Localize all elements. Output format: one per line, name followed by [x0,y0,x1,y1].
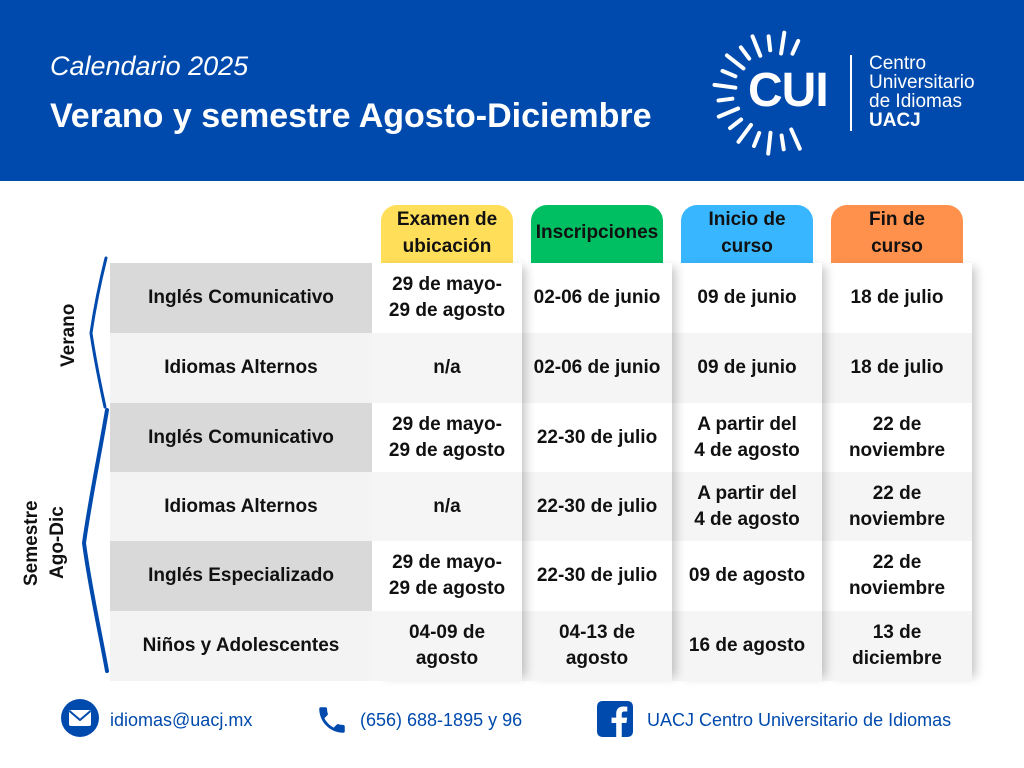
column-inscripciones [522,263,672,681]
cell-inscripciones: 02-06 de junio [522,333,672,403]
header-examen-ubicacion: Examen de ubicación [381,205,513,265]
logo-ray [727,55,744,68]
logo-ray [754,133,759,146]
cell-examen-ubicacion: 29 de mayo- 29 de agosto [372,541,522,611]
group-label-verano: Verano [58,303,79,367]
program-label: Inglés Especializado [110,541,372,611]
cell-examen-ubicacion: 29 de mayo- 29 de agosto [372,263,522,333]
logo-mark: CUI [748,64,828,117]
cell-fin-curso: 22 de noviembre [822,403,972,472]
cell-inscripciones: 22-30 de julio [522,541,672,611]
cell-inicio-curso: 09 de junio [672,333,822,403]
cell-fin-curso: 22 de noviembre [822,472,972,541]
logo-line-universitario: Universitario [869,72,975,93]
logo-org: UACJ [869,110,921,131]
cell-examen-ubicacion: 04-09 de agosto [372,611,522,681]
header-banner [0,0,1024,181]
cell-inscripciones: 22-30 de julio [522,403,672,472]
logo-ray [781,33,784,54]
column-inicio-curso [672,263,822,681]
logo-ray [741,47,749,58]
header-inicio-curso: Inicio de curso [681,205,813,265]
bracket-semestre [84,410,107,671]
cell-inicio-curso: A partir del 4 de agosto [672,403,822,472]
cell-examen-ubicacion: n/a [372,333,522,403]
calendar-subtitle: Calendario 2025 [50,51,249,81]
contact-phone: (656) 688-1895 y 96 [360,710,523,730]
header-fin-curso: Fin de curso [831,205,963,265]
logo-ray [782,136,784,150]
logo-ray [715,85,736,88]
contact-email: idiomas@uacj.mx [110,710,253,730]
cell-inscripciones: 22-30 de julio [522,472,672,541]
program-label: Idiomas Alternos [110,333,372,403]
cell-fin-curso: 18 de julio [822,333,972,403]
logo-ray [723,71,736,76]
logo-ray [719,109,738,117]
cell-inicio-curso: 09 de junio [672,263,822,333]
cell-examen-ubicacion: n/a [372,472,522,541]
cell-inicio-curso: 16 de agosto [672,611,822,681]
logo-ray [739,125,752,142]
program-label: Inglés Comunicativo [110,263,372,333]
logo-ray [753,36,761,56]
contact-facebook: UACJ Centro Universitario de Idiomas [647,710,952,730]
logo-line-centro: Centro [869,53,927,74]
logo-line-idiomas: de Idiomas [869,91,962,112]
logo-ray [730,120,741,129]
logo-ray [769,36,771,50]
logo-divider [850,55,852,131]
logo-ray [793,41,799,54]
envelope-icon [60,698,100,738]
cell-fin-curso: 22 de noviembre [822,541,972,611]
header-inscripciones: Inscripciones [531,205,663,265]
program-label: Idiomas Alternos [110,472,372,541]
cell-fin-curso: 18 de julio [822,263,972,333]
logo-ray [791,130,800,149]
column-fin-curso [822,263,972,681]
cell-fin-curso: 13 de diciembre [822,611,972,681]
bracket-verano [91,258,106,407]
cell-inicio-curso: A partir del 4 de agosto [672,472,822,541]
cell-inicio-curso: 09 de agosto [672,541,822,611]
program-label: Inglés Comunicativo [110,403,372,472]
cell-inscripciones: 02-06 de junio [522,263,672,333]
logo-ray [719,99,733,101]
phone-icon [315,703,349,737]
logo-ray [768,133,770,154]
group-label-semestre: Semestre Ago-Dic [21,500,68,586]
cell-inscripciones: 04-13 de agosto [522,611,672,681]
facebook-icon [597,701,633,737]
group-brackets [0,0,120,700]
cell-examen-ubicacion: 29 de mayo- 29 de agosto [372,403,522,472]
page-title: Verano y semestre Agosto-Diciembre [50,97,652,135]
column-examen-ubicacion [372,263,522,681]
program-label: Niños y Adolescentes [110,611,372,681]
